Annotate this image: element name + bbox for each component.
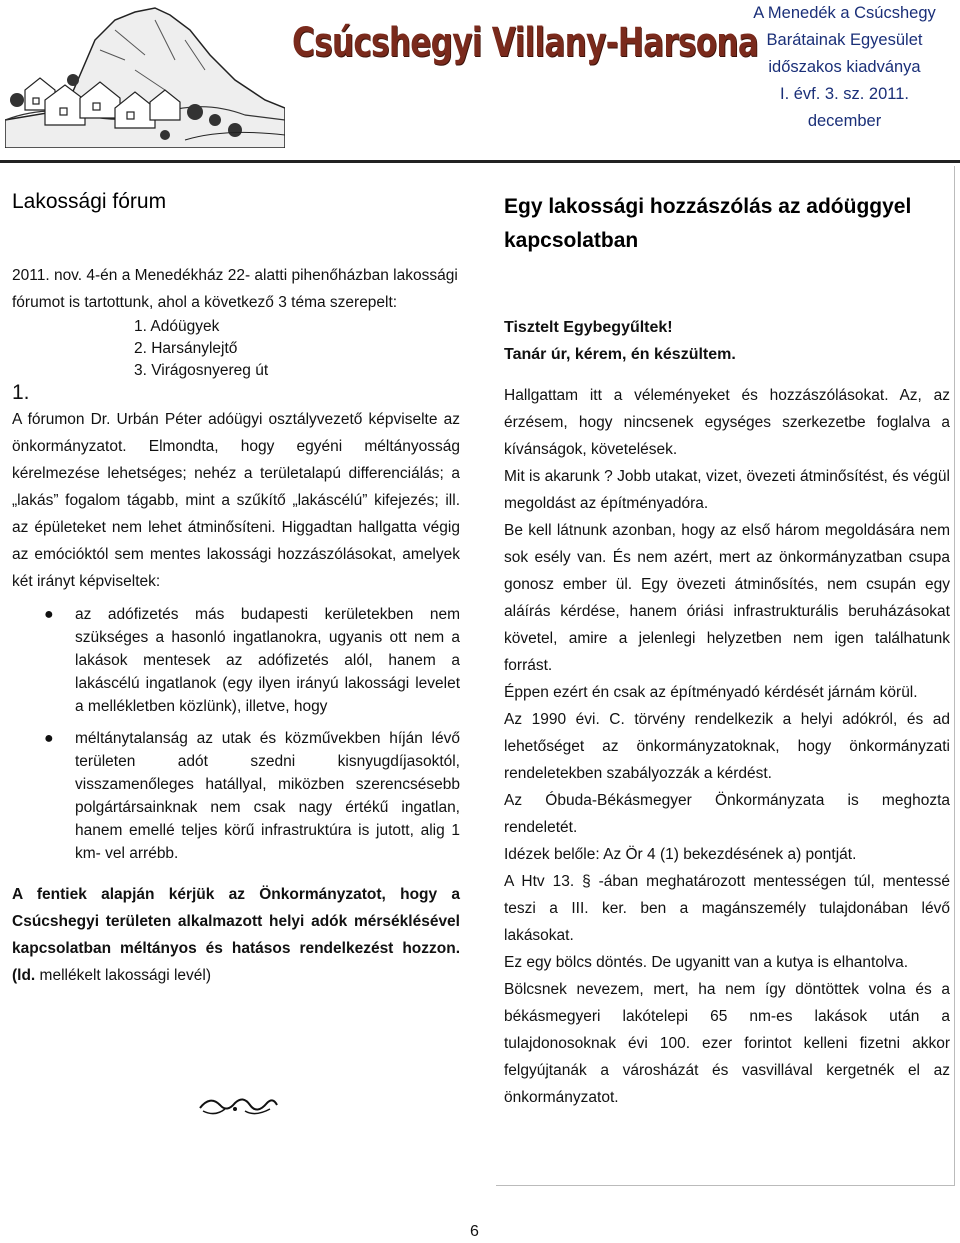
masthead-info-line: Barátainak Egyesület xyxy=(766,31,923,49)
opinion-item xyxy=(12,603,460,718)
masthead-logo-illustration xyxy=(5,0,285,148)
request-tail-text: mellékelt lakossági levél) xyxy=(35,967,211,984)
letter-paragraph: Idézek belőle: Az Ör 4 (1) bekezdésének a) pontját. xyxy=(504,846,857,863)
masthead-divider xyxy=(0,160,960,163)
right-column xyxy=(504,190,950,1111)
topic-item: 2. Harsánylejtő xyxy=(134,340,238,357)
opinion-item xyxy=(12,727,460,865)
topic-item: 3. Virágosnyereg út xyxy=(134,362,269,379)
masthead-info-line: időszakos kiadványa xyxy=(768,58,921,76)
topic-list xyxy=(134,316,460,382)
ornament-flourish-icon xyxy=(195,1093,280,1119)
letter-paragraph: Az 1990 évi. C. törvény rendelkezik a helyi adókról, és ad lehetőséget az önkormányzatoknak, hogy önkormányzati rendeletekben szabályozzák a kérdést. xyxy=(504,711,950,782)
opinion-text: méltánytalanság az utak és közművekben híján lévő területen adót szedni kisnyugdíjasoktól, visszamenőleges hatállyal, miközben szerencsésebb polgártársainknak nem csak nagy értékű ingatlan, hanem emellé teljes körű infrastruktúra is jutott, alig 1 km- vel arrébb. xyxy=(75,730,460,862)
letter-paragraph: A Htv 13. § -ában meghatározott mentességen túl, mentessé teszi a III. ker. ben a magánszemély tulajdonában lévő lakásokat. xyxy=(504,873,950,944)
masthead-info-line: I. évf. 3. sz. 2011. xyxy=(779,85,909,103)
letter-greeting: Tisztelt Egybegyűltek! xyxy=(504,319,673,336)
opinion-text: az adófizetés más budapesti kerületekben nem szükséges a hasonló ingatlanokra, ugyanis ott nem a lakások mentesek az adófizetés alól, hanem a lakáscélú ingatlanok (egy ilyen irányú lakossági levelet a mellékletben közlünk), illetve, hogy xyxy=(75,606,460,715)
opinion-list xyxy=(12,603,460,865)
left-column xyxy=(12,190,460,989)
masthead-info-line: december xyxy=(807,112,882,130)
letter-heading: Egy lakossági hozzászólás az adóüggyel kapcsolatban xyxy=(504,195,912,252)
section-number: 1. xyxy=(12,381,30,404)
letter-greeting-2: Tanár úr, kérem, én készültem. xyxy=(504,346,736,363)
page-number: 6 xyxy=(470,1223,479,1240)
masthead-info-line: A Menedék a Csúcshegy xyxy=(753,4,936,22)
bullet-icon: ● xyxy=(44,730,54,747)
letter-paragraph: Hallgattam itt a véleményeket és hozzászólásokat. Az, az érzésem, hogy nincsenek egységes szerkezetbe foglalva a kívánságok, követelések. xyxy=(504,387,950,458)
letter-paragraph: Be kell látnunk azonban, hogy az első három megoldására nem sok esély van. És nem azért, mert az önkormányzatban csupa gonosz ember ül. Egy övezeti átminősítés, nem csupán egy aláírás kérdése, hanem óriási infrastrukturális beruházásokat követel, amire a jelenlegi helyzetben nem igen találhatunk forrást. xyxy=(504,522,950,674)
forum-intro: 2011. nov. 4-én a Menedékház 22- alatti pihenőházban lakossági fórumot is tartottunk, ahol a következő 3 téma szerepelt: xyxy=(12,267,458,311)
letter-paragraph: Bölcsnek nevezem, mert, ha nem így döntöttek volna és a békásmegyeri lakótelepi 65 nm-es lakások után a tulajdonosoknak évi 100. ezer forintot kelleni fizetni akkor felgyújtanák a városházát és vasvillával kergetnék el az önkormányzatot. xyxy=(504,981,950,1106)
request-paragraph xyxy=(12,881,460,989)
forum-paragraph: A fórumon Dr. Urbán Péter adóügyi osztályvezető képviselte az önkormányzatot. Elmondta, hogy egyéni méltányosság kérelmezése lehetséges; nehéz a területalapú differenciálás; a „lakás” fogalom tágabb, mint a szűkítő „lakáscélú” kifejezés; ill. az épületeket nem lehet átminősíteni. Higgadtan hallgatta végig az emócióktól sem mentes lakossági hozzászólásokat, amelyek két irányt képviseltek: xyxy=(12,411,460,590)
masthead-info xyxy=(752,0,937,135)
letter-paragraph: Az Óbuda-Békásmegyer Önkormányzata is meghozta rendeletét. xyxy=(504,792,950,836)
request-bold-text: A fentiek alapján kérjük az Önkormányzatot, hogy a Csúcshegyi területen alkalmazott helyi adók mérséklésével kapcsolatban méltányos és hatásos rendelkezést hozzon. (ld. xyxy=(12,886,460,984)
forum-heading: Lakossági fórum xyxy=(12,190,167,213)
bullet-icon: ● xyxy=(44,606,54,623)
masthead-title: Csúcshegyi Villany-Harsona xyxy=(292,20,759,66)
topic-item: 1. Adóügyek xyxy=(134,318,220,335)
letter-paragraph: Mit is akarunk ? Jobb utakat, vizet, övezeti átminősítést, és végül megoldást az építményadóra. xyxy=(504,468,950,512)
letter-paragraph: Ez egy bölcs döntés. De ugyanitt van a kutya is elhantolva. xyxy=(504,954,909,971)
letter-paragraph: Éppen ezért én csak az építményadó kérdését járnám körül. xyxy=(504,684,918,701)
